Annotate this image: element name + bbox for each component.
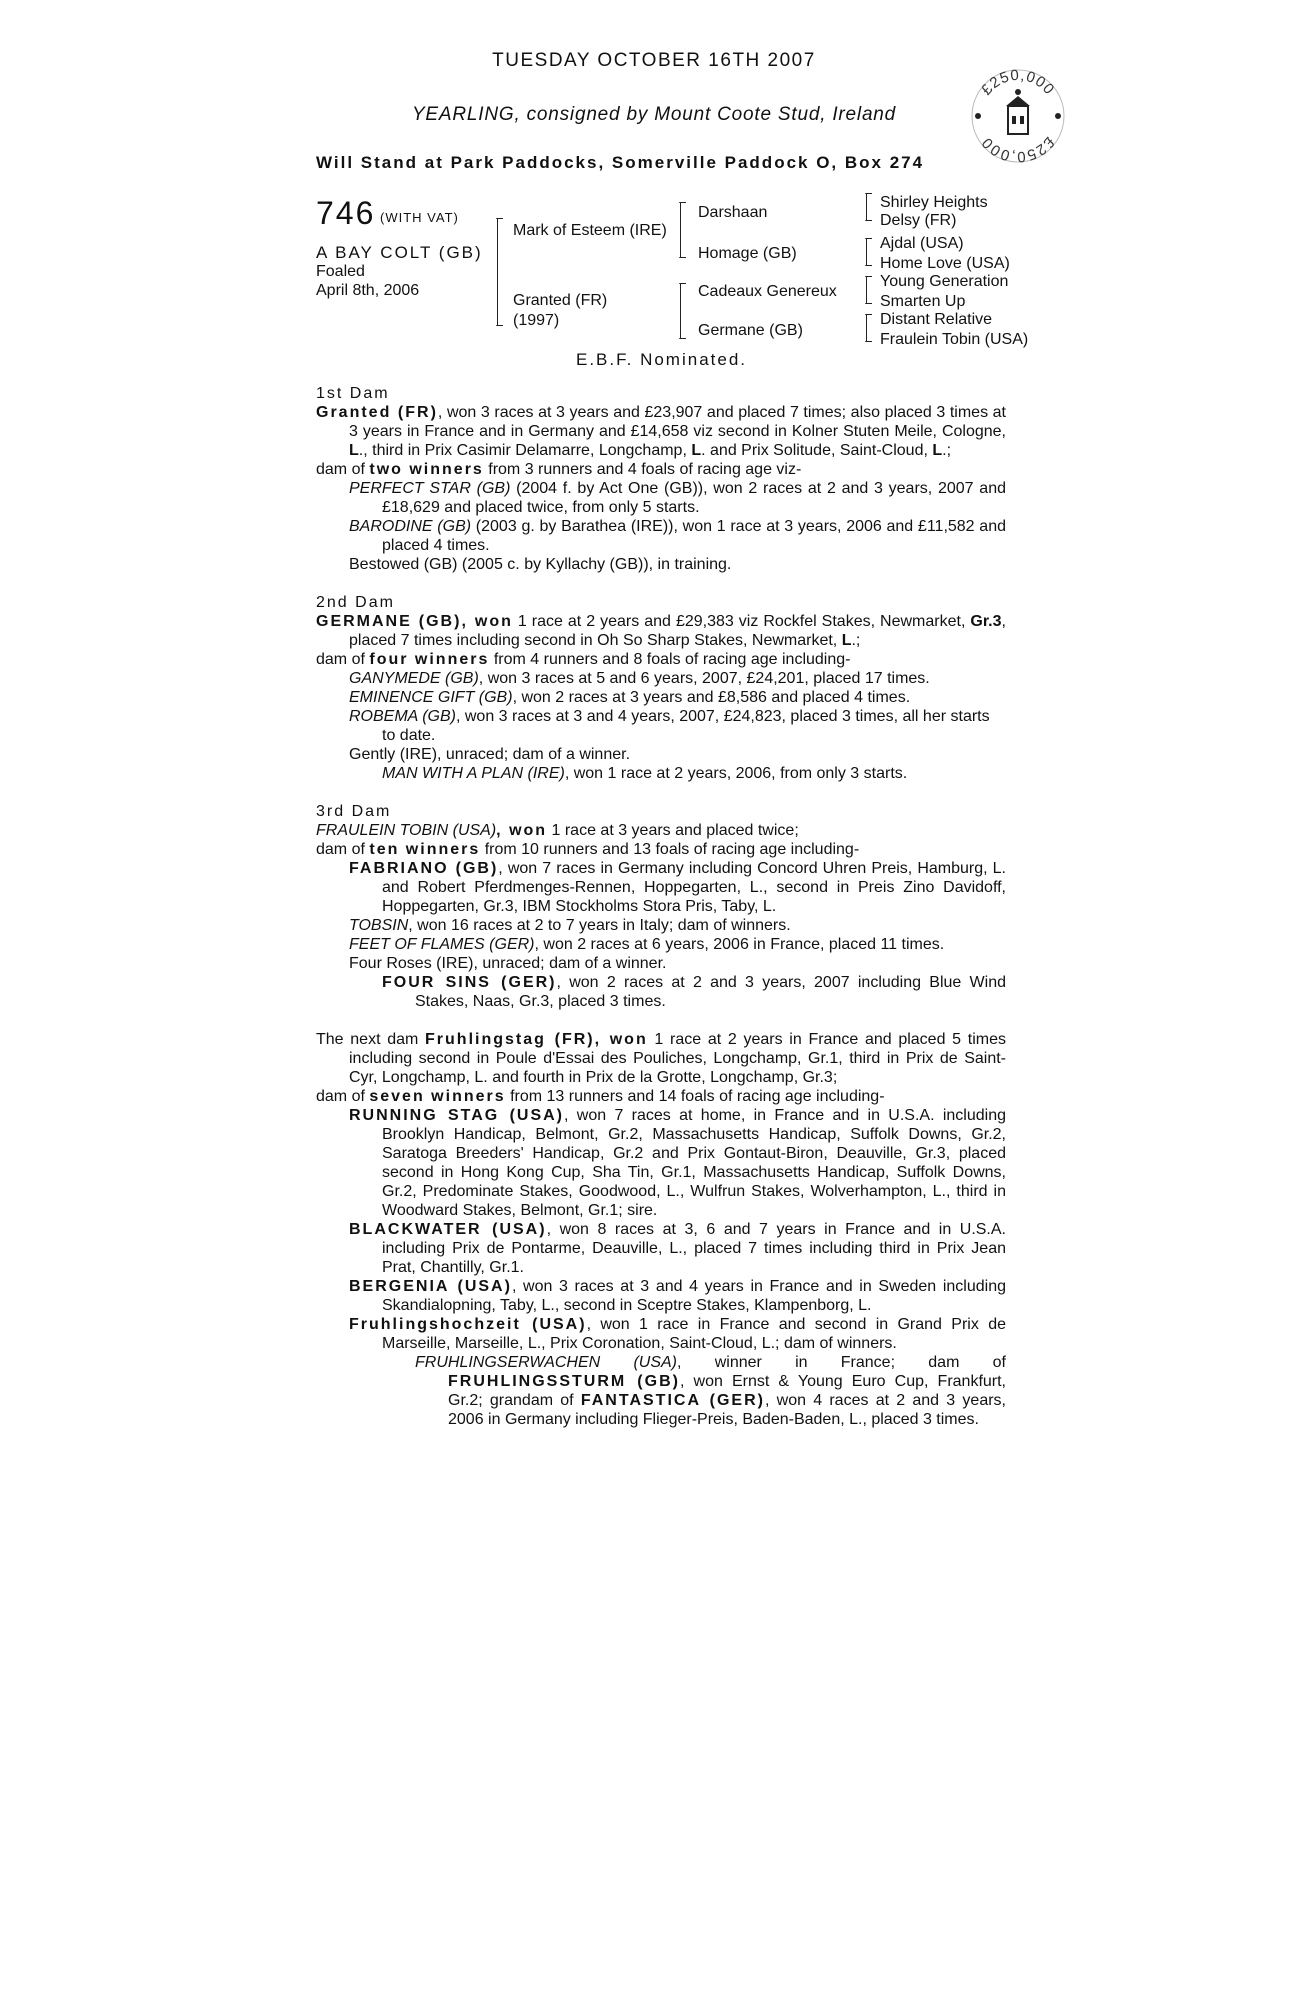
- first-dam-record: Granted (FR), won 3 races at 3 years and £23,907 and placed 7 times; also placed 3 times at 3 years in France and in Germany and £14,658 viz second in Kolner Stuten Meile, Cologne, L., third in Prix Casimir Delamarre, Longchamp, L. and Prix Solitude, Saint-Cloud, L.;: [316, 404, 1006, 459]
- first-dam-name: Granted (FR): [316, 404, 438, 421]
- pedigree-dd: Germane (GB): [698, 322, 803, 339]
- pedigree-dam: Granted (FR): [513, 292, 608, 309]
- second-dam-record: GERMANE (GB), won 1 race at 2 years and £29,383 viz Rockfel Stakes, Newmarket, Gr.3, placed 7 times including second in Oh So Sharp Stakes, Newmarket, L.;: [316, 613, 1006, 649]
- lot-number: 746: [316, 195, 376, 231]
- third-dam-produce-summary: dam of ten winners from 10 runners and 13 foals of racing age including-: [316, 841, 860, 858]
- pedigree-dds: Distant Relative: [880, 311, 993, 328]
- pedigree-sss: Shirley Heights: [880, 194, 988, 211]
- pedigree-ss: Darshaan: [698, 204, 768, 221]
- first-dam-foal-1: PERFECT STAR (GB) (2004 f. by Act One (GB)), won 2 races at 2 and 3 years, 2007 and £18,629 and placed twice, from only 5 starts.: [349, 480, 1006, 516]
- seal-icon: [968, 66, 1068, 166]
- pedigree-brace-ds: [866, 276, 867, 304]
- second-dam-grandfoal-1: MAN WITH A PLAN (IRE), won 1 race at 2 years, 2006, from only 3 starts.: [382, 765, 908, 782]
- stand-location: Will Stand at Park Paddocks, Somerville Paddock O, Box 274: [316, 153, 925, 172]
- pedigree-ddd: Fraulein Tobin (USA): [880, 331, 1029, 348]
- third-dam-foal-4: Four Roses (IRE), unraced; dam of a winner.: [349, 955, 667, 972]
- first-dam-heading: 1st Dam: [316, 385, 390, 402]
- pedigree-brace-sd: [866, 238, 867, 266]
- third-dam-grandfoal-1: FOUR SINS (GER), won 2 races at 2 and 3 years, 2007 including Blue Wind Stakes, Naas, Gr.3, placed 3 times.: [382, 974, 1007, 1010]
- pedigree-brace-main: [497, 218, 498, 326]
- next-dam-grandfoal-1: FRUHLINGSERWACHEN (USA), winner in France; dam of FRUHLINGSSTURM (GB), won Ernst & Young Euro Cup, Frankfurt, Gr.2; grandam of FANTASTICA (GER), won 4 races at 2 and 3 years, 2006 in Germany including Flieger-Preis, Baden-Baden, L., placed 3 times.: [415, 1354, 1006, 1428]
- pedigree-brace-ss: [866, 193, 867, 221]
- third-dam-record: FRAULEIN TOBIN (USA), won 1 race at 3 years and placed twice;: [316, 822, 799, 839]
- foaled-date: April 8th, 2006: [316, 282, 420, 299]
- pedigree-sds: Ajdal (USA): [880, 235, 964, 252]
- pedigree-dsd: Smarten Up: [880, 293, 966, 310]
- catalogue-body: [316, 384, 1006, 1429]
- second-dam-foal-1: GANYMEDE (GB), won 3 races at 5 and 6 years, 2007, £24,201, placed 17 times.: [349, 670, 930, 687]
- lot-description: A BAY COLT (GB): [316, 243, 483, 262]
- pedigree-brace-sire: [680, 202, 681, 258]
- next-dam-produce-summary: dam of seven winners from 13 runners and 14 foals of racing age including-: [316, 1088, 885, 1105]
- pedigree-sdd: Home Love (USA): [880, 255, 1010, 272]
- third-dam-foal-2: TOBSIN, won 16 races at 2 to 7 years in Italy; dam of winners.: [349, 917, 791, 934]
- second-dam-foal-4: Gently (IRE), unraced; dam of a winner.: [349, 746, 631, 763]
- second-dam-produce-summary: dam of four winners from 4 runners and 8 foals of racing age including-: [316, 651, 851, 668]
- first-dam-foal-3: Bestowed (GB) (2005 c. by Kyllachy (GB)), in training.: [349, 556, 732, 573]
- first-dam-produce-summary: dam of two winners from 3 runners and 4 foals of racing age viz-: [316, 461, 802, 478]
- third-dam-foal-1: FABRIANO (GB), won 7 races in Germany including Concord Uhren Preis, Hamburg, L. and Robert Pferdmenges-Rennen, Hoppegarten, L., second in Preis Zino Davidoff, Hoppegarten, Gr.3, IBM Stockholms Stora Pris, Taby, L.: [349, 860, 1007, 915]
- pedigree-ssd: Delsy (FR): [880, 212, 957, 229]
- foaled-label: Foaled: [316, 263, 365, 280]
- first-dam-foal-2: BARODINE (GB) (2003 g. by Barathea (IRE)), won 1 race at 3 years, 2006 and £11,582 and placed 4 times.: [349, 518, 1006, 554]
- next-dam-foal-3: BERGENIA (USA), won 3 races at 3 and 4 years in France and in Sweden including Skandialopning, Taby, L., second in Sceptre Stakes, Klampenborg, L.: [349, 1278, 1006, 1314]
- pedigree-brace-dam: [680, 283, 681, 339]
- next-dam-record: The next dam Fruhlingstag (FR), won 1 race at 2 years in France and placed 5 times including second in Poule d'Essai des Pouliches, Longchamp, Gr.1, third in Prix de Saint-Cyr, Longchamp, L. and fourth in Prix de la Grotte, Longchamp, Gr.3;: [316, 1031, 1006, 1086]
- ebf-nominated: E.B.F. Nominated.: [576, 350, 748, 369]
- consignment-line: YEARLING, consigned by Mount Coote Stud, Ireland: [411, 104, 897, 125]
- svg-text:£250,000: [978, 134, 1058, 166]
- seal-text-top: £250,000: [978, 66, 1058, 99]
- third-dam-foal-3: FEET OF FLAMES (GER), won 2 races at 6 years, 2006 in France, placed 11 times.: [349, 936, 945, 953]
- next-dam-foal-1: RUNNING STAG (USA), won 7 races at home, in France and in U.S.A. including Brooklyn Handicap, Belmont, Gr.2, Massachusetts Handicap, Suffolk Downs, Gr.2, Saratoga Breeders' Handicap, Gr.2 and Prix Gontaut-Biron, Deauville, Gr.3, placed second in Hong Kong Cup, Sha Tin, Gr.1, Massachusetts Handicap, Suffolk Downs, Gr.2, Predominate Stakes, Goodwood, L., Wulfrun Stakes, Wolverhampton, L., third in Woodward Stakes, Belmont, Gr.1; sire.: [349, 1107, 1007, 1219]
- second-dam-foal-2: EMINENCE GIFT (GB), won 2 races at 3 years and £8,586 and placed 4 times.: [349, 689, 911, 706]
- third-dam-heading: 3rd Dam: [316, 803, 392, 820]
- pedigree-sire: Mark of Esteem (IRE): [513, 222, 667, 239]
- seal-text-bottom: £250,000: [978, 133, 1058, 166]
- next-dam-foal-4: Fruhlingshochzeit (USA), won 1 race in France and second in Grand Prix de Marseille, Marseille, L., Prix Coronation, Saint-Cloud, L.; dam of winners.: [349, 1316, 1007, 1352]
- pedigree-brace-dd: [866, 314, 867, 342]
- pedigree-dss: Young Generation: [880, 273, 1009, 290]
- sale-date: TUESDAY OCTOBER 16TH 2007: [492, 50, 816, 71]
- next-dam-foal-2: BLACKWATER (USA), won 8 races at 3, 6 and 7 years in France and in U.S.A. including Prix de Pontarme, Deauville, L., placed 7 times including third in Prix Jean Prat, Chantilly, Gr.1.: [349, 1221, 1006, 1276]
- second-dam-heading: 2nd Dam: [316, 594, 395, 611]
- pedigree-sd: Homage (GB): [698, 245, 797, 262]
- pedigree-ds: Cadeaux Genereux: [698, 283, 837, 300]
- vat-note: (WITH VAT): [380, 210, 459, 225]
- pedigree-dam-year: (1997): [513, 312, 560, 329]
- second-dam-foal-3: ROBEMA (GB), won 3 races at 3 and 4 years, 2007, £24,823, placed 3 times, all her starts to date.: [349, 708, 990, 744]
- seal-stamp: [968, 66, 1068, 166]
